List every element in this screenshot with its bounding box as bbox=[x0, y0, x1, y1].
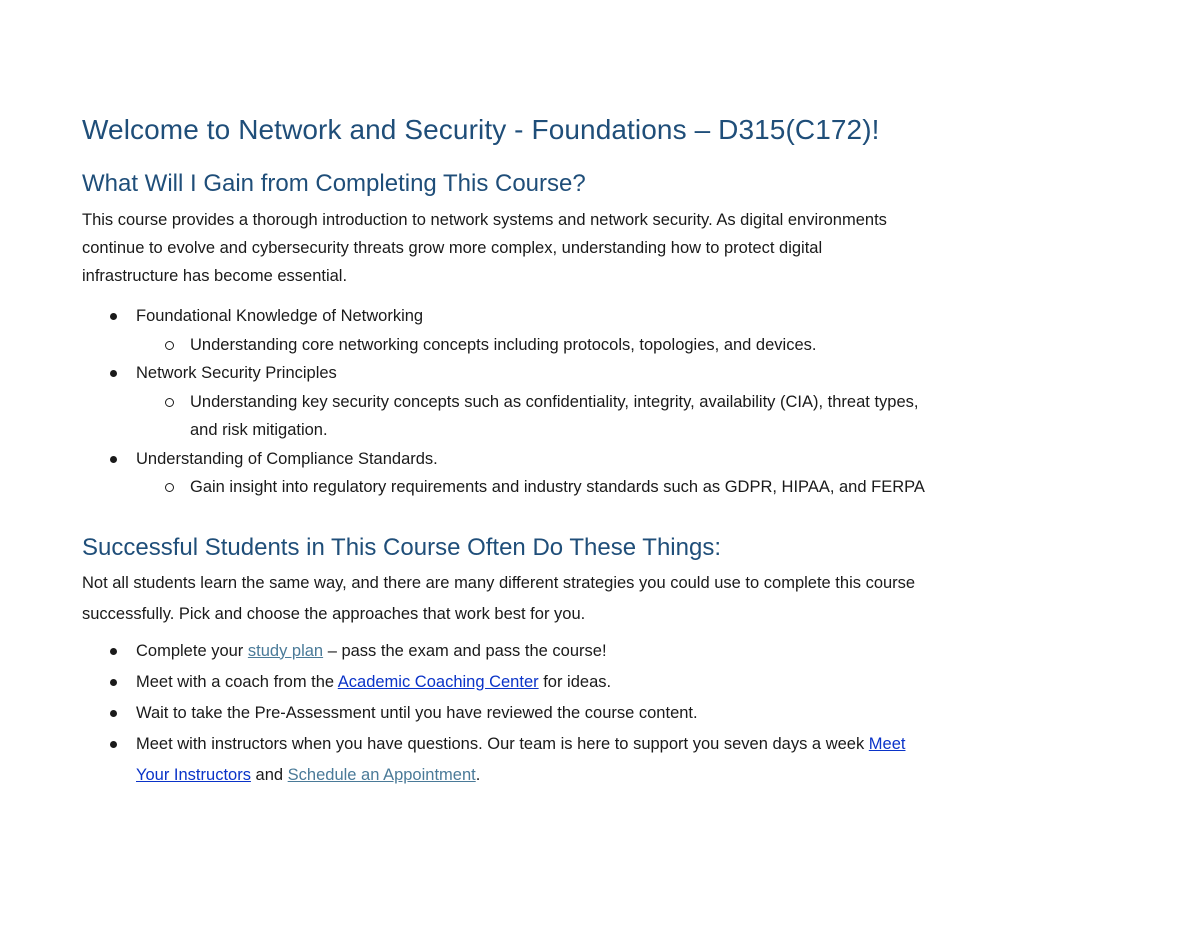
bullet-icon bbox=[110, 370, 117, 377]
study-plan-link[interactable]: study plan bbox=[247, 641, 324, 660]
success-intro-line: successfully. Pick and choose the approaches that work best for you. bbox=[82, 604, 586, 623]
list-item-text: Meet with a coach from the bbox=[136, 672, 338, 691]
success-intro-line: Not all students learn the same way, and there are many different strategies you could use to complete this course bbox=[82, 573, 916, 592]
success-intro bbox=[82, 568, 1122, 630]
list-item bbox=[82, 359, 1122, 388]
bullet-icon bbox=[110, 456, 117, 463]
gain-intro bbox=[82, 206, 1122, 290]
list-item-label: Understanding of Compliance Standards. bbox=[136, 449, 438, 468]
list-item-label: Network Security Principles bbox=[136, 364, 337, 382]
gain-intro-line: continue to evolve and cybersecurity threats grow more complex, understanding how to protect digital bbox=[82, 239, 823, 257]
link-text: Meet bbox=[868, 734, 906, 753]
link-text: Your Instructors bbox=[136, 765, 251, 784]
list-item-text: for ideas. bbox=[538, 672, 612, 691]
list-item-text: Meet with instructors when you have questions. Our team is here to support you seven days a week bbox=[136, 734, 869, 753]
list-item-text: Wait to take the Pre-Assessment until you have reviewed the course content. bbox=[136, 703, 698, 722]
list-item-label: Foundational Knowledge of Networking bbox=[136, 307, 424, 325]
list-item-text: – pass the exam and pass the course! bbox=[323, 641, 607, 660]
schedule-appointment-link[interactable]: Schedule an Appointment bbox=[287, 765, 476, 784]
bullet-icon bbox=[110, 710, 117, 717]
bullet-icon bbox=[110, 313, 117, 320]
gain-heading: What Will I Gain from Completing This Course? bbox=[82, 170, 586, 197]
list-item bbox=[82, 445, 1122, 474]
sub-item-text: Understanding core networking concepts including protocols, topologies, and devices. bbox=[190, 335, 817, 354]
sub-item-text: and risk mitigation. bbox=[190, 421, 328, 439]
hollow-bullet-icon bbox=[165, 398, 174, 407]
page-title: Welcome to Network and Security - Foundations – D315(C172)! bbox=[82, 114, 880, 145]
list-item bbox=[82, 729, 1122, 791]
list-item bbox=[82, 636, 1122, 667]
hollow-bullet-icon bbox=[165, 341, 174, 350]
sub-item-text: Understanding key security concepts such as confidentiality, integrity, availability (CIA), threat types, bbox=[190, 392, 919, 411]
gain-list bbox=[82, 302, 1122, 502]
bullet-icon bbox=[110, 648, 117, 655]
list-item bbox=[82, 302, 1122, 331]
bullet-icon bbox=[110, 679, 117, 686]
list-item-text: Complete your bbox=[136, 641, 248, 660]
list-item-text: and bbox=[250, 765, 288, 784]
sub-list-item bbox=[82, 473, 1122, 502]
success-list bbox=[82, 636, 1122, 791]
hollow-bullet-icon bbox=[165, 483, 174, 492]
sub-item-text: Gain insight into regulatory requirements and industry standards such as GDPR, HIPAA, and FERPA bbox=[190, 478, 925, 496]
sub-list-item bbox=[82, 331, 1122, 360]
gain-intro-line: This course provides a thorough introduction to network systems and network security. As digital environments bbox=[82, 211, 887, 229]
success-heading: Successful Students in This Course Often Do These Things: bbox=[82, 533, 721, 561]
gain-intro-line: infrastructure has become essential. bbox=[82, 267, 348, 285]
document-page bbox=[82, 112, 1122, 791]
academic-coaching-center-link[interactable]: Academic Coaching Center bbox=[337, 672, 539, 691]
list-item bbox=[82, 667, 1122, 698]
list-item bbox=[82, 698, 1122, 729]
bullet-icon bbox=[110, 741, 117, 748]
list-item-text: . bbox=[475, 765, 481, 784]
sub-list-item bbox=[82, 388, 1122, 445]
